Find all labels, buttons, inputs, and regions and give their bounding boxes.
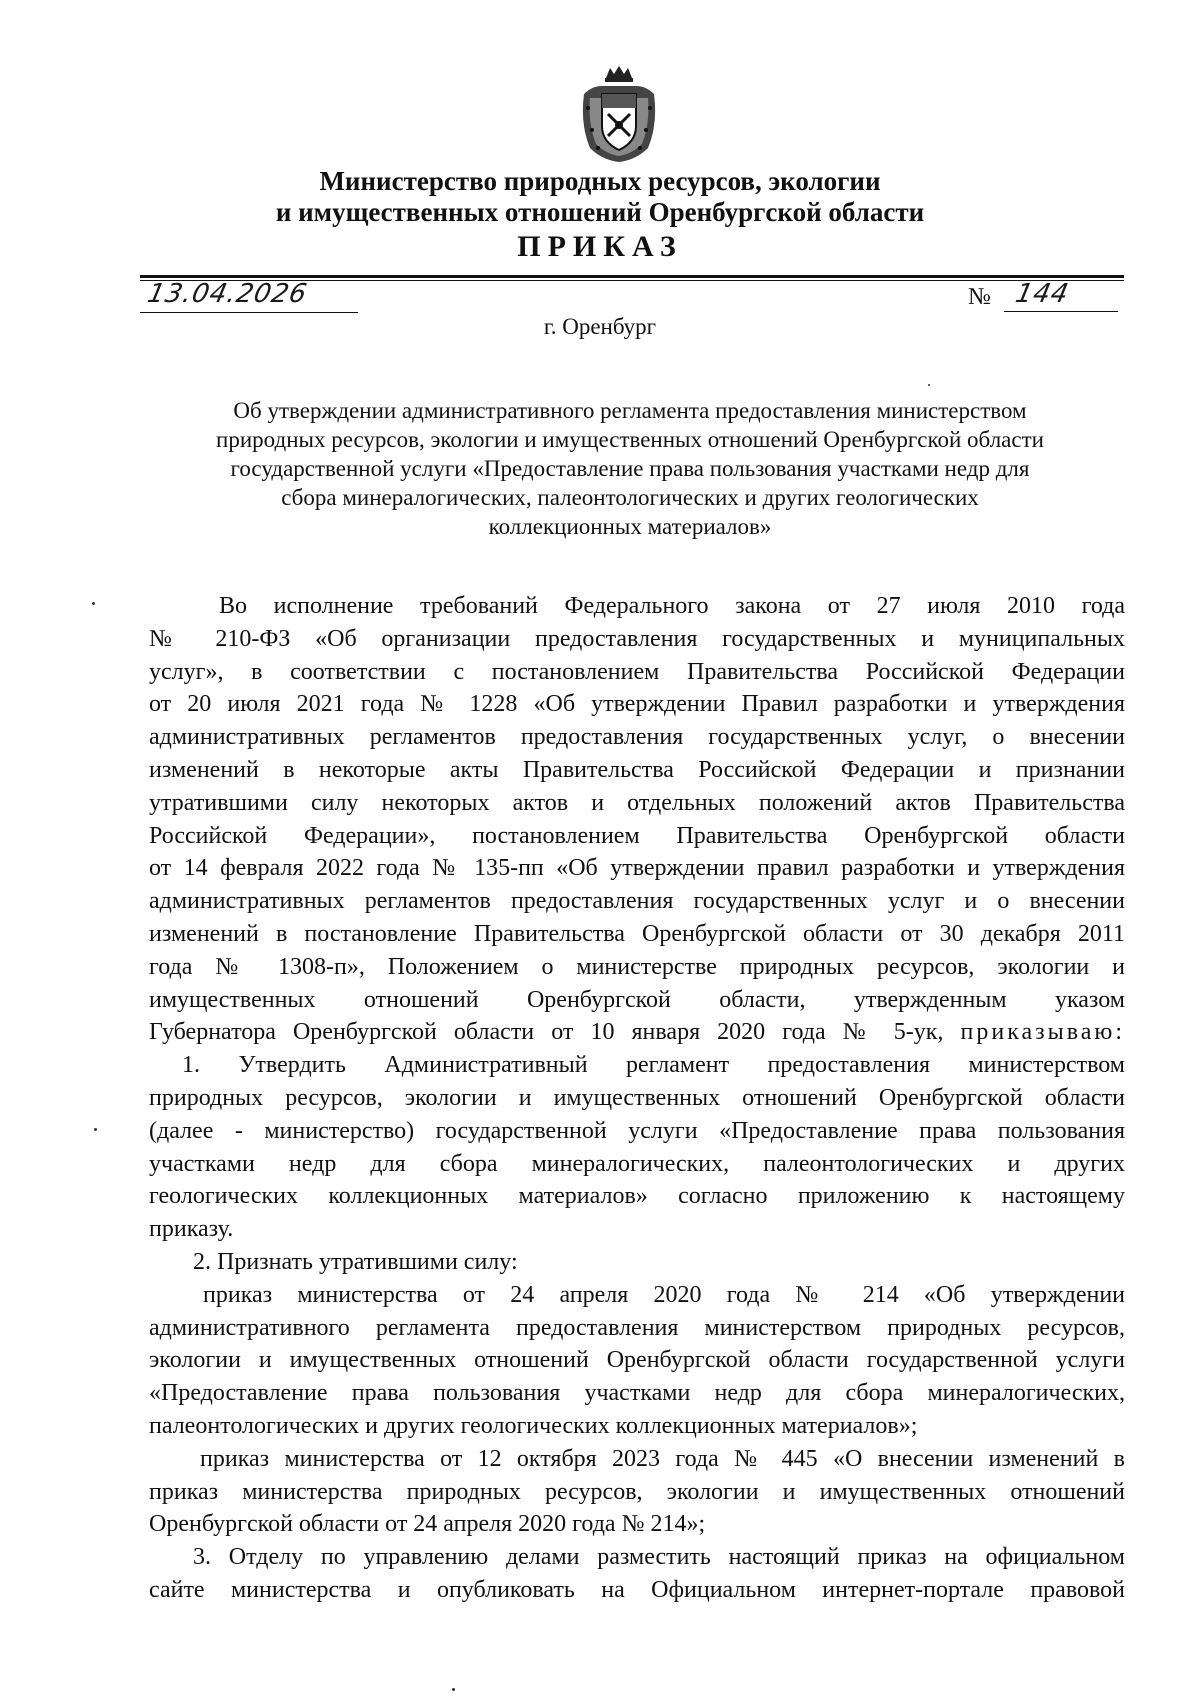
order-date-field xyxy=(140,278,358,313)
ministry-name-line-2: и имущественных отношений Оренбургской области xyxy=(275,197,925,227)
preamble-line: изменений в некоторые акты Правительства Российской Федерации и признании xyxy=(149,756,1125,783)
item-2-title: 2. Признать утратившими силу: xyxy=(193,1248,518,1275)
preamble-line: от 14 февраля 2022 года № 135-пп «Об утверждении правил разработки и утверждения xyxy=(149,855,1125,882)
preamble-last-line xyxy=(149,1016,1125,1049)
order-number-sign: № xyxy=(968,284,991,310)
order-number-field xyxy=(968,278,1118,312)
ministry-name xyxy=(0,166,1200,228)
subject-line: природных ресурсов, экологии и имущественных отношений Оренбургской области xyxy=(216,427,1044,452)
item-2a-line: приказ министерства от 24 апреля 2020 года № 214 «Об утверждении xyxy=(203,1281,1125,1308)
order-body xyxy=(149,590,1125,1607)
preamble-line: от 20 июля 2021 года № 1228 «Об утверждении Правил разработки и утверждения xyxy=(149,691,1125,718)
scan-speck xyxy=(94,1128,97,1131)
scan-speck xyxy=(452,1688,455,1691)
preamble-last-text: Губернатора Оренбургской области от 10 января 2020 года № 5-ук, xyxy=(149,1019,944,1046)
preamble-line: Во исполнение требований Федерального закона от 27 июля 2010 года xyxy=(219,593,1125,619)
preamble-line: утратившими силу некоторых актов и отдельных положений актов Правительства xyxy=(149,789,1125,816)
scan-speck xyxy=(92,602,95,605)
preamble-line: услуг», в соответствии с постановлением Правительства Российской Федерации xyxy=(149,658,1125,685)
preamble-line: административных регламентов предоставления государственных услуг и о внесении xyxy=(149,888,1125,915)
subject-line: коллекционных материалов» xyxy=(488,514,772,539)
order-word: приказываю: xyxy=(960,1019,1126,1046)
preamble-line: № 210-ФЗ «Об организации предоставления государственных и муниципальных xyxy=(149,625,1125,652)
preamble-line: изменений в постановление Правительства Оренбургской области от 30 декабря 2011 xyxy=(149,920,1125,947)
order-city: г. Оренбург xyxy=(543,314,657,339)
item-2b-line: приказ министерства от 12 октября 2023 года № 445 «О внесении изменений в xyxy=(200,1445,1125,1472)
order-date-handwritten: 13.04.2026 xyxy=(144,279,311,309)
item-1-line: 1. Утвердить Административный регламент предоставления министерством xyxy=(182,1052,1125,1079)
item-1-line: участками недр для сбора минералогических, палеонтологических и других xyxy=(149,1150,1125,1177)
item-1-line: геологических коллекционных материалов» согласно приложению к настоящему xyxy=(149,1183,1125,1210)
item-3-line: сайте министерства и опубликовать на Официальном интернет-портале правовой xyxy=(149,1576,1125,1603)
subject-line: государственной услуги «Предоставление права пользования участками недр для xyxy=(230,456,1030,481)
preamble-line: административных регламентов предоставления государственных услуг, о внесении xyxy=(149,724,1125,751)
item-1-line: приказу. xyxy=(149,1216,234,1243)
item-3-line: 3. Отделу по управлению делами разместить настоящий приказ на официальном xyxy=(193,1544,1125,1571)
preamble-line: имущественных отношений Оренбургской области, утвержденным указом xyxy=(149,986,1125,1013)
coat-of-arms-emblem xyxy=(576,64,662,164)
item-2b-line: приказ министерства природных ресурсов, экологии и имущественных отношений xyxy=(149,1478,1125,1505)
scan-speck xyxy=(928,384,930,386)
item-1-line: природных ресурсов, экологии и имущественных отношений Оренбургской области xyxy=(149,1084,1125,1111)
preamble-line: года № 1308-п», Положением о министерстве природных ресурсов, экологии и xyxy=(149,953,1125,980)
order-subject xyxy=(140,396,1120,541)
subject-line: сбора минералогических, палеонтологических и других геологических xyxy=(281,485,979,510)
ministry-name-line-1: Министерство природных ресурсов, экологии xyxy=(319,166,881,196)
preamble-line: Российской Федерации», постановлением Правительства Оренбургской области xyxy=(149,822,1125,849)
subject-line: Об утверждении административного регламента предоставления министерством xyxy=(233,398,1027,423)
item-2b-line: Оренбургской области от 24 апреля 2020 года № 214»; xyxy=(149,1511,706,1538)
item-1-line: (далее - министерство) государственной услуги «Предоставление права пользования xyxy=(149,1117,1125,1144)
order-number-handwritten: 144 xyxy=(1012,279,1072,309)
order-title: ПРИКАЗ xyxy=(517,230,683,263)
item-2a-line: экологии и имущественных отношений Оренбургской области государственной услуги xyxy=(149,1347,1125,1374)
item-2a-line: административного регламента предоставления министерством природных ресурсов, xyxy=(149,1314,1125,1341)
item-2a-line: палеонтологических и других геологических коллекционных материалов»; xyxy=(149,1412,918,1439)
item-2a-line: «Предоставление права пользования участками недр для сбора минералогических, xyxy=(149,1380,1125,1407)
